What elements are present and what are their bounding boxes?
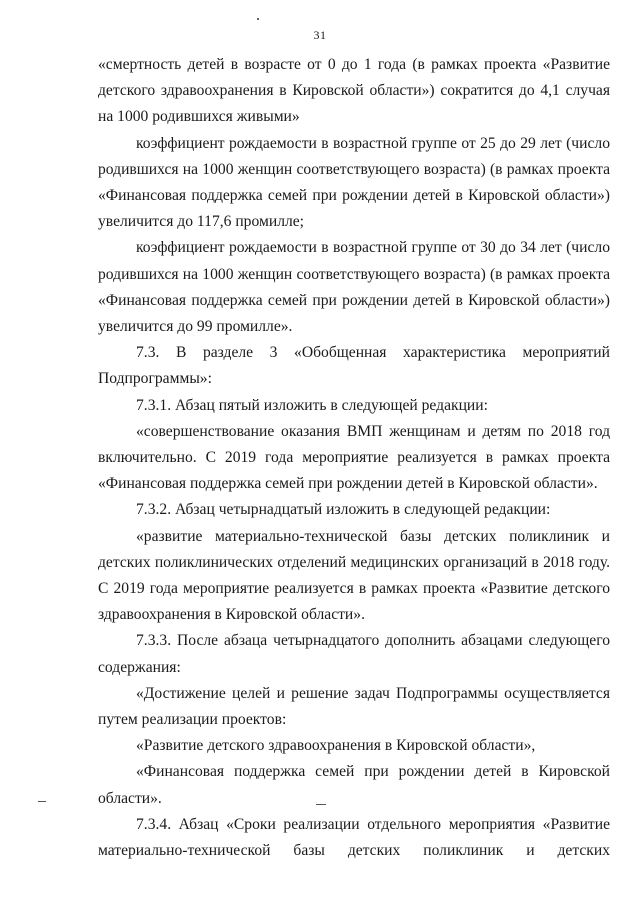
paragraph-birth-rate-25-29: коэффициент рождаемости в возрастной группе от 25 до 29 лет (число родившихся на 1000 женщин соответствующего возраста) (в рамках проекта «Финансовая поддержка семей при рождении детей в Кировской области») увеличится до 117,6 промилле; <box>98 134 610 231</box>
paragraph-project-family-support: «Финансовая поддержка семей при рождении детей в Кировской области». <box>98 763 610 807</box>
paragraph-infant-mortality: «смертность детей в возрасте от 0 до 1 года (в рамках проекта «Развитие детского здравоохранения в Кировской области») сократится до 4,1 случая на 1000 родившихся живыми» <box>98 56 610 126</box>
page-number: 31 <box>313 28 327 42</box>
paragraph-polyclinic-quote: «развитие материально-технической базы детских поликлиник и детских поликлинических отделений медицинских организаций в 2018 году. С 2019 года мероприятие реализуется в рамках проекта «Развитие детского здравоохранения в Кировской области». <box>98 527 610 624</box>
paragraph-section-7-3-2: 7.3.2. Абзац четырнадцатый изложить в следующей редакции: <box>136 501 551 519</box>
paragraph-goals-quote: «Достижение целей и решение задач Подпрограммы осуществляется путем реализации проектов: <box>98 684 610 729</box>
paragraph-section-7-3: 7.3. В разделе 3 «Обобщенная характеристика мероприятий Подпрограммы»: <box>98 344 610 388</box>
paragraph-section-7-3-3: 7.3.3. После абзаца четырнадцатого дополнить абзацами следующего содержания: <box>98 632 610 676</box>
paragraph-section-7-3-1: 7.3.1. Абзац пятый изложить в следующей редакции: <box>136 396 488 414</box>
paragraph-section-7-3-4: 7.3.4. Абзац «Сроки реализации отдельного мероприятия «Развитие материально-технической базы детских поликлиник и детских <box>98 815 610 860</box>
paragraph-birth-rate-30-34: коэффициент рождаемости в возрастной группе от 30 до 34 лет (число родившихся на 1000 женщин соответствующего возраста) (в рамках проекта «Финансовая поддержка семей при рождении детей в Кировской области») увеличится до 99 промилле». <box>98 239 610 336</box>
margin-mark <box>316 804 326 805</box>
paragraph-vmp-quote: «совершенствование оказания ВМП женщинам и детям по 2018 год включительно. С 2019 года мероприятие реализуется в рамках проекта «Финансовая поддержка семей при рождении детей в Кировской области». <box>98 422 610 493</box>
margin-mark <box>38 801 46 802</box>
document-body <box>98 52 610 864</box>
paragraph-project-child-health: «Развитие детского здравоохранения в Кировской области», <box>136 737 536 755</box>
scan-speck <box>257 18 259 20</box>
